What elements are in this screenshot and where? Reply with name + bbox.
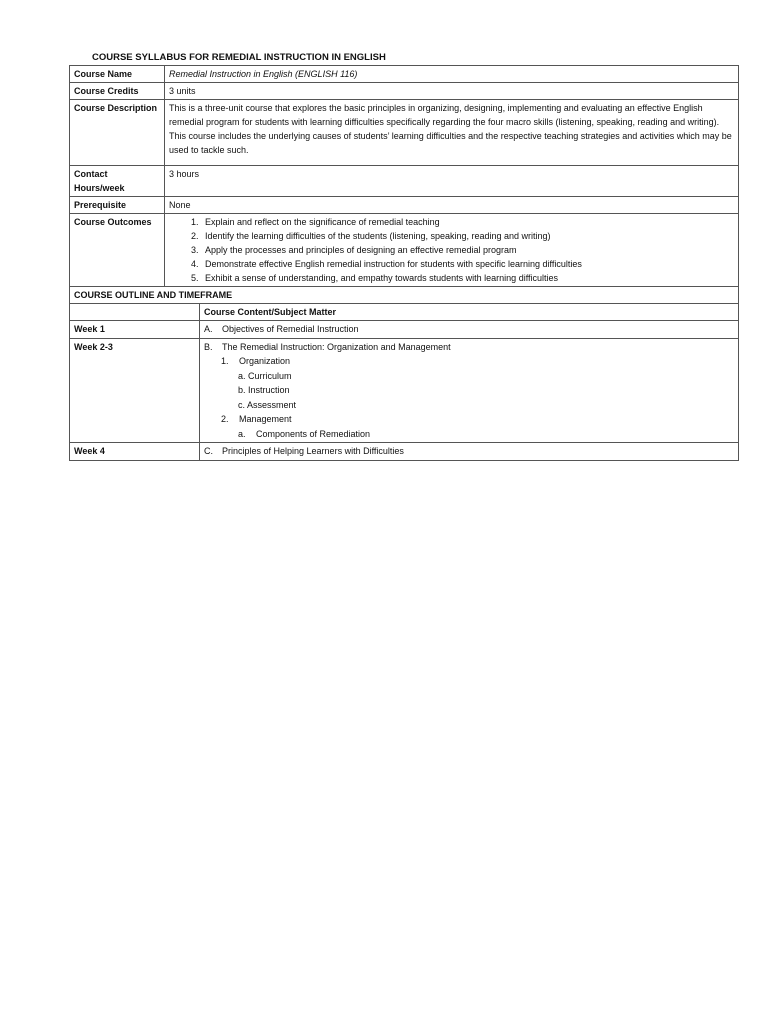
outline-line bbox=[204, 412, 734, 427]
row-course-outcomes bbox=[70, 214, 739, 287]
row-course-credits bbox=[70, 83, 739, 100]
outline-marker: a. bbox=[238, 428, 246, 439]
outline-title: COURSE OUTLINE AND TIMEFRAME bbox=[70, 287, 739, 304]
table-row bbox=[70, 443, 739, 461]
week-content bbox=[200, 321, 739, 339]
week-content bbox=[200, 338, 739, 443]
course-name-label: Course Name bbox=[70, 66, 165, 83]
outline-text: Principles of Helping Learners with Difficulties bbox=[222, 446, 404, 456]
outline-text: Objectives of Remedial Instruction bbox=[222, 324, 359, 334]
week-label: Week 4 bbox=[70, 443, 200, 461]
document-title: COURSE SYLLABUS FOR REMEDIAL INSTRUCTION IN ENGLISH bbox=[92, 52, 386, 63]
outline-line bbox=[204, 354, 734, 369]
row-contact-hours bbox=[70, 166, 739, 197]
outline-line bbox=[204, 340, 734, 355]
outline-header-row bbox=[70, 304, 739, 321]
course-description-value: This is a three-unit course that explores the basic principles in organizing, designing, implementing and evaluating an effective English remedial program for students with learning difficulties specifically regarding the four macro skills (listening, speaking, reading and writing). This course includes the underlying causes of students’ learning difficulties and the respective teaching strategies and activities which may be used to tackle such. bbox=[165, 100, 739, 166]
table-row bbox=[70, 321, 739, 339]
week-label: Week 2-3 bbox=[70, 338, 200, 443]
content-header: Course Content/Subject Matter bbox=[200, 304, 739, 321]
row-course-description bbox=[70, 100, 739, 166]
outline-line bbox=[204, 427, 734, 442]
outline-line: c. Assessment bbox=[238, 399, 297, 410]
prerequisite-label: Prerequisite bbox=[70, 197, 165, 214]
contact-hours-value: 3 hours bbox=[165, 166, 739, 197]
outline-text: Components of Remediation bbox=[256, 428, 371, 439]
outline-marker: C. bbox=[204, 446, 213, 456]
week-label: Week 1 bbox=[70, 321, 200, 339]
course-outcomes-list bbox=[169, 215, 734, 285]
table-row bbox=[70, 338, 739, 443]
outline-text: The Remedial Instruction: Organization and Management bbox=[222, 341, 451, 352]
row-prerequisite bbox=[70, 197, 739, 214]
outline-title-row bbox=[70, 287, 739, 304]
outline-marker: A. bbox=[204, 324, 213, 334]
course-description-label: Course Description bbox=[70, 100, 165, 166]
outcome-item: 5. Exhibit a sense of understanding, and empathy towards students with learning difficulties bbox=[201, 271, 734, 285]
outcome-item: 1. Explain and reflect on the significance of remedial teaching bbox=[201, 215, 734, 229]
outline-marker: B. bbox=[204, 341, 213, 352]
course-name-value: Remedial Instruction in English (ENGLISH 116) bbox=[165, 66, 739, 83]
outline-marker: 2. bbox=[221, 414, 229, 424]
prerequisite-value: None bbox=[165, 197, 739, 214]
course-credits-label: Course Credits bbox=[70, 83, 165, 100]
outcome-item: 3. Apply the processes and principles of designing an effective remedial program bbox=[201, 243, 734, 257]
outline-text: Management bbox=[239, 414, 292, 424]
week-content bbox=[200, 443, 739, 461]
course-info-table bbox=[69, 65, 739, 287]
outline-header-empty bbox=[70, 304, 200, 321]
outline-line: a. Curriculum bbox=[238, 370, 292, 381]
outline-line bbox=[204, 322, 734, 337]
contact-hours-label: Contact Hours/week bbox=[70, 166, 165, 197]
course-outcomes-cell bbox=[165, 214, 739, 287]
outline-line bbox=[204, 444, 734, 459]
outline-marker: 1. bbox=[221, 356, 229, 366]
course-outcomes-label: Course Outcomes bbox=[70, 214, 165, 287]
course-outline-table bbox=[69, 286, 739, 461]
outline-text: Organization bbox=[239, 356, 291, 366]
course-credits-value: 3 units bbox=[165, 83, 739, 100]
outcome-item: 2. Identify the learning difficulties of the students (listening, speaking, reading and writing) bbox=[201, 229, 734, 243]
outline-line: b. Instruction bbox=[238, 385, 290, 395]
row-course-name bbox=[70, 66, 739, 83]
outcome-item: 4. Demonstrate effective English remedial instruction for students with specific learning difficulties bbox=[201, 257, 734, 271]
